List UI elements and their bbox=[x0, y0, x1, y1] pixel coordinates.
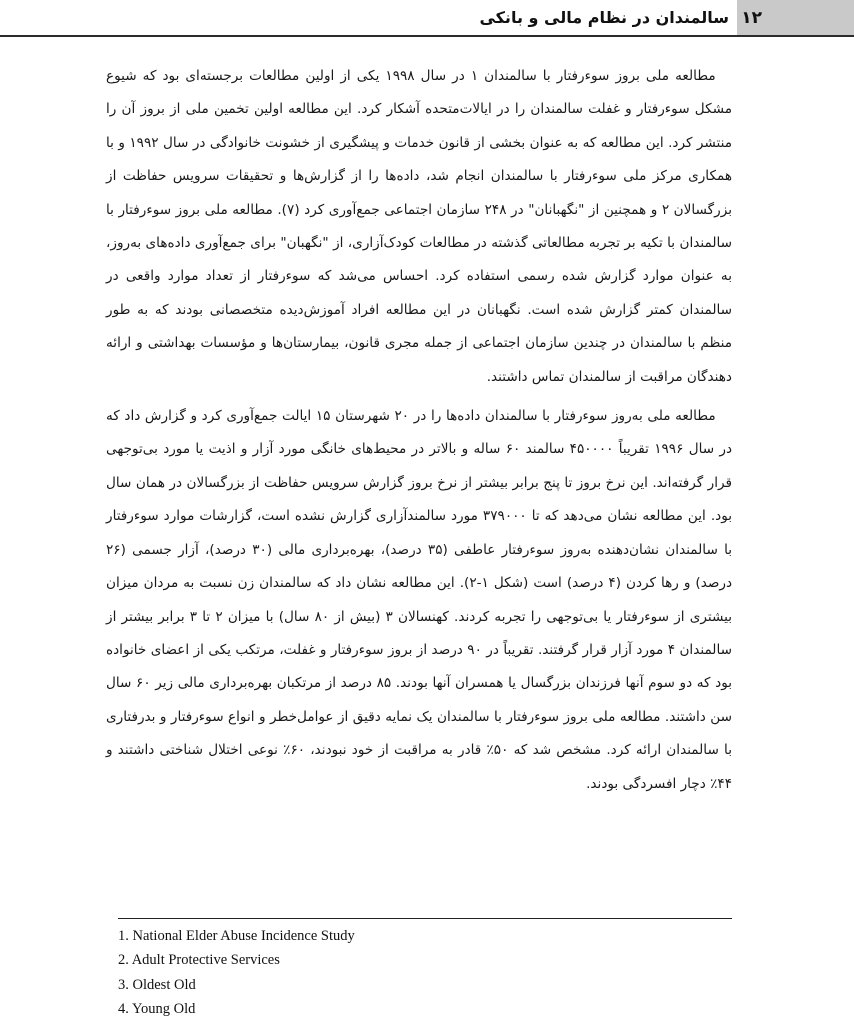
footnote-rule bbox=[118, 918, 732, 919]
footnotes bbox=[118, 924, 732, 1021]
paragraph-2: مطالعه ملی به‌روز سوء‌رفتار با سالمندان داده‌ها را در ۲۰ شهرستان ۱۵ ایالت جمع‌آوری کرد و گزارش داد که در سال ۱۹۹۶ تقریباً ۴۵۰۰۰۰ سالمند ۶۰ ساله و بالاتر در محیط‌های خانگی مورد آزار و اذیت یا مورد بی‌توجهی قرار گرفته‌اند. این نرخ بروز تا پنج برابر بیشتر از نرخ بروز گزارش سرویس حفاظت از بزرگسالان در همان سال بود. این مطالعه نشان می‌دهد که تا ۳۷۹۰۰۰ مورد سالمندآزاری گزارش نشده است، گزارشات موارد سوء‌رفتار با سالمندان نشان‌دهنده به‌روز سوء‌رفتار عاطفی (۳۵ درصد)، بهره‌برداری مالی (۳۰ درصد)، آزار جسمی (۲۶ درصد) و رها کردن (۴ درصد) است (شکل ۱-۲). این مطالعه نشان داد که سالمندان زن نسبت به مردان میزان بیشتری از سوء‌رفتار یا بی‌توجهی را تجربه کردند. کهنسالان ۳ (بیش از ۸۰ سال) با میزان ۲ تا ۳ برابر بیشتر از سالمندان ۴ مورد آزار قرار گرفتند. تقریباً در ۹۰ درصد از بروز سوء‌رفتار و غفلت، مرتکب یکی از اعضای خانواده بود که دو سوم آنها فرزندان بزرگسال یا همسران آنها بودند. ۸۵ درصد از مرتکبان بهره‌برداری مالی زیر ۶۰ سال سن داشتند. مطالعه ملی بروز سوء‌رفتار با سالمندان یک نمایه دقیق از عوامل‌خطر و انواع سوء‌رفتار و بدرفتاری با سالمندان ارائه کرد. مشخص شد که ۵۰٪ قادر به مراقبت از خود نبودند، ۶۰٪ نوعی اختلال شناختی داشتند و ۴۴٪ دچار افسردگی بودند. bbox=[106, 408, 732, 792]
footnote-1: 1. National Elder Abuse Incidence Study bbox=[118, 928, 355, 944]
page-header bbox=[0, 0, 854, 38]
footnote-3: 3. Oldest Old bbox=[118, 976, 196, 993]
footnote-4: 4. Young Old bbox=[118, 1000, 196, 1017]
page-number: ۱۲ bbox=[741, 7, 762, 28]
footnote-2: 2. Adult Protective Services bbox=[118, 952, 280, 969]
header-rule bbox=[0, 35, 854, 37]
body-text bbox=[106, 60, 732, 807]
running-title: سالمندان در نظام مالی و بانکی bbox=[479, 8, 729, 27]
paragraph-1: مطالعه ملی بروز سوء‌رفتار با سالمندان ۱ در سال ۱۹۹۸ یکی از اولین مطالعات برجسته‌ای بود که شیوع مشکل سوء‌رفتار و غفلت سالمندان را در ایالات‌متحده آشکار کرد. این مطالعه اولین تخمین ملی از بروز آن را منتشر کرد. این مطالعه که به عنوان بخشی از قانون خدمات و پیشگیری از خشونت خانوادگی در سال ۱۹۹۲ و با همکاری مرکز ملی سوء‌رفتار با سالمندان انجام شد، داده‌ها را از گزارش‌ها و تحقیقات سرویس حفاظت از بزرگسالان ۲ و همچنین از "نگهبانان" در ۲۴۸ سازمان اجتماعی جمع‌آوری کرد (۷). مطالعه ملی بروز سوء‌رفتار با سالمندان با تکیه بر تجربه مطالعاتی گذشته در مطالعات کودک‌آزاری، از "نگهبان" برای جمع‌آوری داده‌های به‌روز، به عنوان موارد گزارش شده رسمی استفاده کرد. احساس می‌شد که سوء‌رفتار از تعداد موارد واقعی در سالمندان کمتر گزارش شده است. نگهبانان در این مطالعه افراد آموزش‌دیده متخصصانی بودند که به طور منظم با سالمندان در چندین سازمان اجتماعی از جمله مجری قانون، بیمارستان‌ها و مؤسسات بهداشتی و ارائه دهندگان مراقبت از سالمندان تماس داشتند. bbox=[106, 68, 732, 385]
